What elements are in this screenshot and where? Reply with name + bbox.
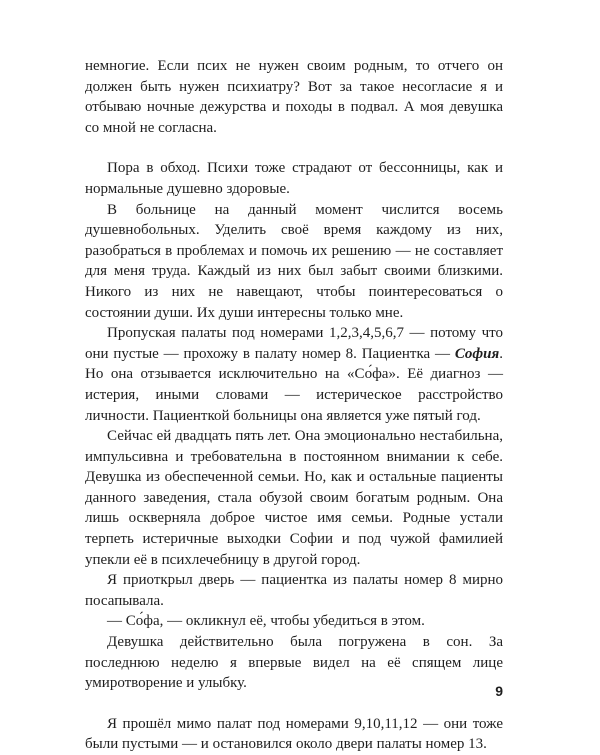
paragraph: Я прошёл мимо палат под номерами 9,10,11,12 — они тоже были пустыми — и остановился около двери палаты номер 13.	[85, 715, 503, 753]
section-break	[85, 694, 503, 714]
paragraph	[85, 323, 503, 426]
paragraph-text: Пропуская палаты под номерами 1,2,3,4,5,6,7 — потому что они пустые — прохожу в палату номер 8. Пациентка —	[85, 325, 503, 362]
paragraph-text: . Но она отзывается исключительно на «Со́фа». Её диагноз — истерия, иными словами — истерическое расстройство личности. Пациенткой больницы она является уже пятый год.	[85, 345, 503, 424]
patient-name-emphasis: София	[454, 345, 500, 362]
body-text	[85, 56, 503, 755]
paragraph: немногие. Если псих не нужен своим родным, то отчего он должен быть нужен психиатру? Вот за такое несогласие я и отбываю ночные дежурства и походы в подвал. А моя девушка со мной не согласна.	[85, 58, 503, 136]
section-break	[85, 138, 503, 158]
paragraph: Сейчас ей двадцать пять лет. Она эмоционально нестабильна, импульсивна и требовательна в постоянном внимании к себе. Девушка из обеспеченной семьи. Но, как и остальные пациенты данного заведения, стала обузой своим богатым родным. Она лишь оскверняла доброе чистое имя семьи. Родные устали терпеть истеричные выходки Софии и под чужой фамилией упекли её в психлечебницу в другой город.	[85, 428, 503, 568]
paragraph: В больнице на данный момент числится восемь душевнобольных. Уделить своё время каждому из них, разобраться в проблемах и помочь их решению — не составляет для меня труда. Каждый из них был забыт своими близкими. Никого из них не навещают, чтобы поинтересоваться о состоянии души. Их души интересны только мне.	[85, 201, 503, 321]
page-number: 9	[495, 683, 503, 699]
dialogue-line: — Со́фа, — окликнул её, чтобы убедиться в этом.	[107, 613, 425, 630]
paragraph: Пора в обход. Психи тоже страдают от бессонницы, как и нормальные душевно здоровые.	[85, 160, 503, 197]
paragraph: Я приоткрыл дверь — пациентка из палаты номер 8 мирно посапывала.	[85, 572, 503, 609]
paragraph: Девушка действительно была погружена в сон. За последнюю неделю я впервые видел на её спящем лице умиротворение и улыбку.	[85, 634, 503, 692]
